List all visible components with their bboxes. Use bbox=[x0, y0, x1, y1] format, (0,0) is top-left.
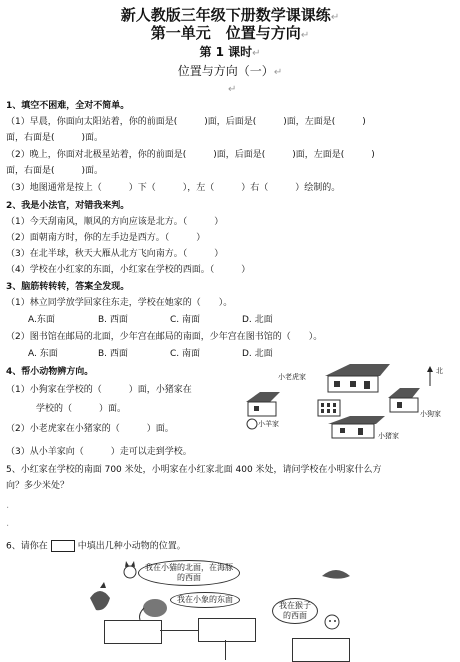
bubble-3-text-2: 的西面 bbox=[283, 611, 307, 620]
connector-line bbox=[160, 630, 198, 631]
q1-line-3: （2）晚上，你面对北极星站着，你的前面是( )面，后面是( )面，左面是( ) bbox=[6, 150, 375, 160]
q3-1-option-a: A.东面 bbox=[28, 315, 55, 325]
q2-line-4: （4）学校在小红家的东面，小红家在学校的西面。（ ） bbox=[6, 265, 251, 275]
q1-heading: 1、填空不困难，全对不简单。 bbox=[6, 101, 130, 111]
tiger-house-illustration bbox=[325, 364, 390, 392]
q3-line-2: （2）图书馆在邮局的北面，少年宫在邮局的南面，少年宫在图书馆的（ ）。 bbox=[6, 332, 323, 342]
q3-1-option-d: D. 北面 bbox=[242, 315, 273, 325]
school-building-illustration bbox=[318, 400, 340, 416]
animal-position-illustration bbox=[60, 558, 400, 661]
q4-line-2: 学校的（ ）面。 bbox=[36, 404, 127, 414]
paragraph-mark: ↵ bbox=[228, 84, 237, 95]
answer-box-sample bbox=[51, 540, 75, 552]
q1-line-5: （3）地图通常是按上（ ）下（ ），左（ ）右（ ）绘制的。 bbox=[6, 183, 341, 193]
village-map-illustration bbox=[240, 360, 455, 440]
label-dog-house: 小狗家 bbox=[420, 410, 441, 418]
answer-box-left[interactable] bbox=[104, 620, 162, 644]
label-pig-house: 小猪家 bbox=[378, 432, 399, 440]
paragraph-mark: . bbox=[6, 500, 10, 511]
q3-line-1: （1）林立同学放学回家往东走，学校在她家的（ ）。 bbox=[6, 298, 233, 308]
cat-icon bbox=[124, 561, 136, 578]
q1-line-2: 面，右面是( )面。 bbox=[6, 133, 104, 143]
unit-title: 第一单元 位置与方向↵ bbox=[150, 24, 310, 42]
paragraph-mark: . bbox=[6, 518, 10, 529]
q1-line-4: 面，右面是( )面。 bbox=[6, 166, 104, 176]
q3-2-option-a: A. 东面 bbox=[28, 349, 58, 359]
lesson-title: 第 1 课时↵ bbox=[199, 45, 261, 59]
q2-heading: 2、我是小法官，对错我来判。 bbox=[6, 201, 130, 211]
label-north: 北 bbox=[436, 367, 443, 375]
monkey-icon bbox=[325, 615, 339, 629]
label-tiger-house: 小老虎家 bbox=[278, 373, 306, 381]
q3-heading: 3、脑筋转转转，答案全发现。 bbox=[6, 282, 130, 292]
q2-line-2: （2）面朝南方时，你的左手边是西方。（ ） bbox=[6, 233, 206, 243]
q3-2-option-c: C. 南面 bbox=[170, 349, 201, 359]
bubble-1-text: 我在小猫的北面，在海豚 bbox=[145, 563, 233, 572]
q6-prefix: 6、请你在 bbox=[6, 541, 48, 552]
q5-line-2: 向？多少米处？ bbox=[6, 481, 70, 491]
bubble-1-text-2: 的西面 bbox=[177, 573, 201, 582]
q5-line-1: 5、小红家在学校的南面 700 米处，小明家在小红家北面 400 米处，请问学校在小明家什么方 bbox=[6, 465, 382, 475]
dolphin-icon bbox=[322, 570, 350, 579]
connector-line bbox=[225, 640, 226, 660]
q1-line-1: （1）早晨，你面向太阳站着，你的前面是( )面，后面是( )面，左面是( ) bbox=[6, 117, 366, 127]
dog-house-illustration bbox=[388, 388, 420, 412]
q4-line-1: （1）小狗家在学校的（ ）面，小猪家在 bbox=[6, 385, 192, 395]
answer-box-right[interactable] bbox=[292, 638, 350, 662]
pig-house-illustration bbox=[328, 416, 385, 438]
q2-line-3: （3）在北半球，秋天大雁从北方飞向南方。（ ） bbox=[6, 249, 224, 259]
answer-box-middle[interactable] bbox=[198, 618, 256, 642]
q3-2-option-b: B. 西面 bbox=[98, 349, 128, 359]
q4-line-4: （3）从小羊家向（ ）走可以走到学校。 bbox=[6, 447, 192, 457]
q3-2-option-d: D. 北面 bbox=[242, 349, 273, 359]
elephant-icon bbox=[140, 599, 168, 620]
q3-1-option-c: C. 南面 bbox=[170, 315, 201, 325]
bubble-2-text: 我在小象的东面 bbox=[177, 595, 233, 604]
q6-line bbox=[6, 540, 186, 553]
lesson-subtitle: 位置与方向（一）↵ bbox=[177, 64, 283, 78]
label-sheep-house: 小羊家 bbox=[258, 420, 279, 428]
bubble-3-text: 我在猴子 bbox=[279, 601, 311, 610]
q6-suffix: 中填出几种小动物的位置。 bbox=[77, 541, 186, 552]
q4-line-3: （2）小老虎家在小猪家的（ ）面。 bbox=[6, 424, 174, 434]
q3-1-option-b: B. 西面 bbox=[98, 315, 128, 325]
north-arrow-icon bbox=[427, 366, 433, 386]
q2-line-1: （1）今天刮南风，顺风的方向应该是北方。（ ） bbox=[6, 217, 224, 227]
doc-title: 新人教版三年级下册数学课课练↵ bbox=[120, 6, 340, 24]
rooster-icon bbox=[90, 582, 110, 610]
q4-heading: 4、帮小动物辨方向。 bbox=[6, 367, 94, 377]
